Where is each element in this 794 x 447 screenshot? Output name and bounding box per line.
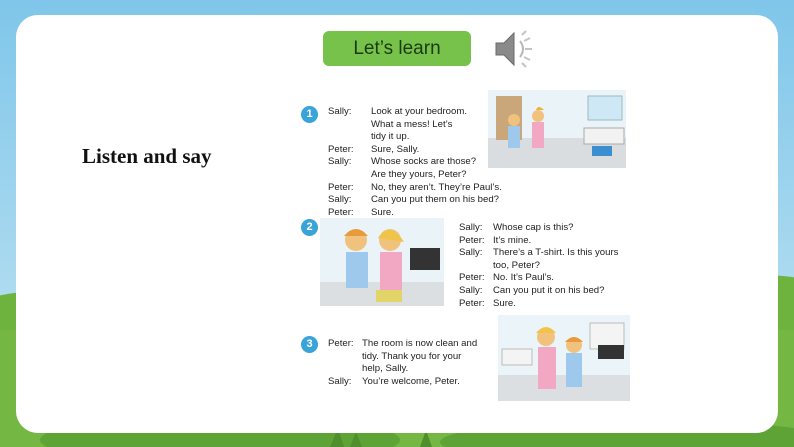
dialogue-line (328, 144, 502, 157)
line-text: too, Peter? (493, 259, 540, 271)
speaker-name: Sally: (459, 284, 483, 296)
line-text: tidy. Thank you for your (362, 350, 462, 362)
speaker-name: Sally: (459, 247, 483, 259)
line-text: tidy it up. (371, 131, 410, 143)
line-text: No, they aren’t. They’re Paul’s. (371, 181, 502, 193)
line-text: Whose socks are those? (371, 156, 477, 168)
speaker-name (328, 351, 362, 364)
line-text: Look at your bedroom. (371, 106, 467, 117)
dialogue-line (328, 351, 477, 364)
dialogue-line (328, 376, 477, 389)
speaker-name: Peter: (459, 234, 485, 246)
lets-learn-title-button[interactable]: Let’s learn (323, 31, 471, 66)
line-text: Sure. (493, 297, 516, 309)
dialogue-line (328, 119, 502, 132)
dialogue-line (328, 194, 502, 207)
dialogue-line (459, 298, 618, 311)
line-text: It’s mine. (493, 234, 532, 246)
speaker-name: Peter: (459, 297, 485, 309)
clean-room-illustration (498, 315, 630, 401)
line-text: help, Sally. (362, 363, 409, 375)
line-text: There’s a T-shirt. Is this yours (493, 247, 619, 259)
line-text: What a mess! Let’s (371, 118, 453, 130)
dialogue-line (459, 260, 618, 273)
speaker-name: Peter: (328, 181, 354, 193)
line-text: Sure. (371, 206, 394, 218)
panel-1-number-badge: 1 (301, 106, 318, 123)
speaker-icon[interactable] (492, 27, 538, 71)
line-text: You’re welcome, Peter. (362, 375, 460, 387)
speaker-name (328, 363, 362, 376)
line-text: Are they yours, Peter? (371, 168, 467, 180)
line-text: Can you put them on his bed? (371, 194, 500, 206)
dialogue-line (459, 247, 618, 260)
speaker-name: Sally: (328, 156, 352, 168)
panel-2-dialogue (459, 222, 618, 310)
speaker-name (459, 260, 493, 273)
speaker-name: Sally: (328, 375, 352, 387)
dialogue-line (328, 106, 502, 119)
line-text: Whose cap is this? (493, 222, 574, 233)
dialogue-line (459, 272, 618, 285)
speaker-name (328, 169, 371, 182)
panel-3-dialogue (328, 338, 477, 388)
dialogue-line (328, 363, 477, 376)
dialogue-line (459, 222, 618, 235)
speaker-name: Sally: (328, 106, 352, 117)
panel-2-number-badge: 2 (301, 219, 318, 236)
dialogue-line (459, 285, 618, 298)
dialogue-line (328, 131, 502, 144)
dialogue-line (328, 338, 477, 351)
speaker-name: Peter: (328, 143, 354, 155)
panel-1-dialogue (328, 106, 502, 219)
dialogue-line (328, 182, 502, 195)
dialogue-line (328, 169, 502, 182)
speaker-name: Peter: (328, 206, 354, 218)
listen-and-say-heading: Listen and say (82, 144, 212, 168)
line-text: No. It’s Paul’s. (493, 272, 554, 284)
speaker-name: Peter: (328, 338, 354, 349)
dialogue-line (459, 235, 618, 248)
bedroom-mess-illustration (488, 90, 626, 168)
speaker-name: Sally: (328, 194, 352, 206)
speaker-name: Peter: (459, 272, 485, 284)
speaker-name: Sally: (459, 222, 483, 233)
line-text: The room is now clean and (362, 338, 478, 349)
cap-and-tshirt-illustration (320, 218, 444, 306)
line-text: Sure, Sally. (371, 143, 420, 155)
panel-3-number-badge: 3 (301, 336, 318, 353)
speaker-name (328, 119, 371, 132)
dialogue-line (328, 156, 502, 169)
line-text: Can you put it on his bed? (493, 284, 605, 296)
speaker-name (328, 131, 371, 144)
